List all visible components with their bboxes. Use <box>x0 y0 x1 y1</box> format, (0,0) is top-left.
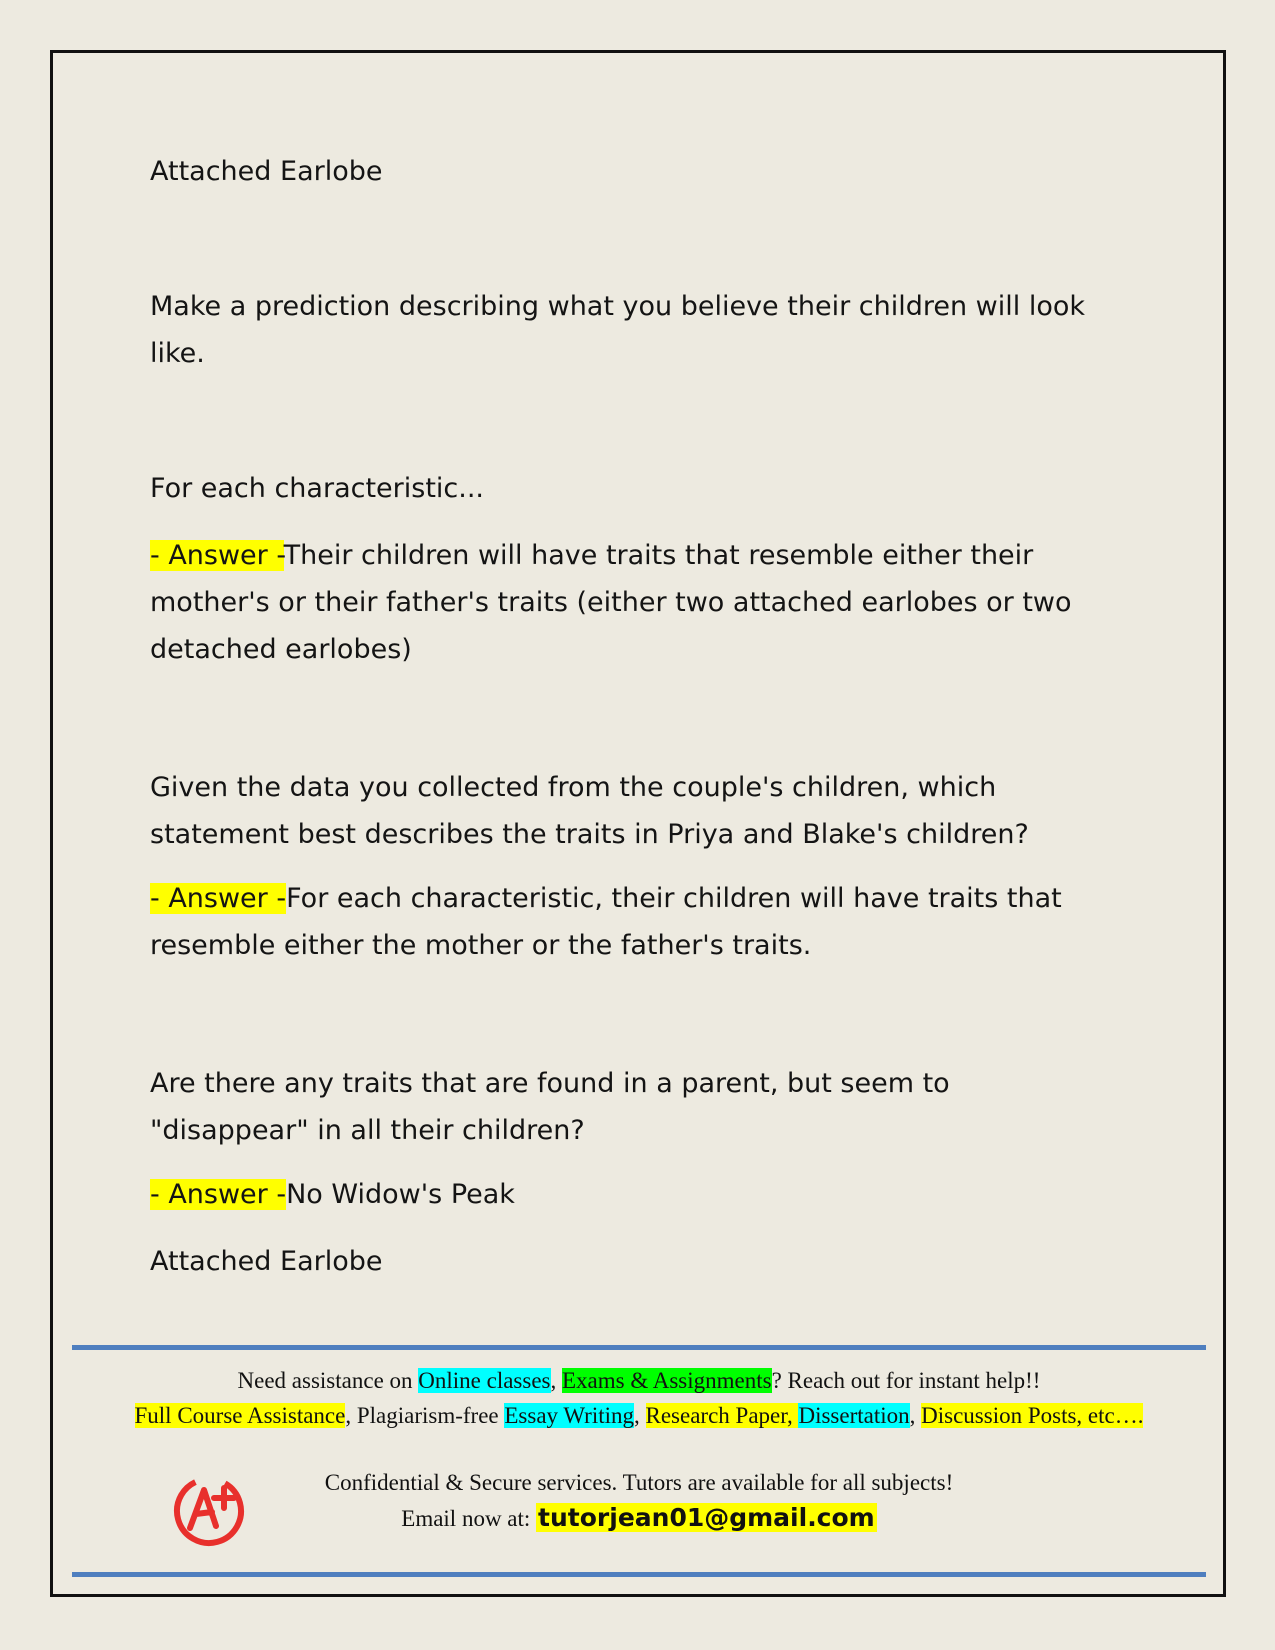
full-course-assistance: Full Course Assistance <box>134 1403 346 1428</box>
footer-line-2 <box>72 1401 1206 1431</box>
research-paper: Research Paper, <box>645 1403 799 1428</box>
answer-tag: - Answer - <box>150 1179 287 1210</box>
footer-text: ? Reach out for instant help!! <box>771 1368 1041 1393</box>
footer-text: , <box>909 1403 922 1428</box>
online-classes-link: Online classes <box>418 1368 551 1393</box>
exams-assignments-link: Exams & Assignments <box>562 1368 772 1393</box>
footer-bottom-rule <box>72 1572 1206 1577</box>
dissertation: Dissertation <box>798 1403 910 1428</box>
final-attached-earlobe: Attached Earlobe <box>150 1246 383 1277</box>
footer-text: , Plagiarism-free <box>345 1403 505 1428</box>
answer-1 <box>150 532 1110 673</box>
question-prediction: Make a prediction describing what you believe their children will look like. <box>150 291 1086 369</box>
answer-tag: - Answer - <box>150 883 287 914</box>
email-address[interactable]: tutorjean01@gmail.com <box>538 1503 875 1532</box>
question-prediction-sub: For each characteristic... <box>150 473 485 504</box>
essay-writing: Essay Writing <box>504 1403 634 1428</box>
footer-text: , <box>634 1403 646 1428</box>
answer-3 <box>150 1171 1110 1218</box>
heading-attached-earlobe: Attached Earlobe <box>150 156 383 187</box>
footer-line-1 <box>72 1366 1206 1396</box>
answer-text: Their children will have traits that resemble either their mother's or their father's traits (either two attached earlobes or two detached earlobes) <box>150 540 1072 665</box>
footer-text: Need assistance on <box>237 1368 419 1393</box>
question-disappear: Are there any traits that are found in a parent, but seem to "disappear" in all their children? <box>150 1068 950 1146</box>
discussion-posts: Discussion Posts, etc…. <box>921 1403 1144 1428</box>
email-label: Email now at: <box>401 1506 537 1531</box>
answer-text: For each characteristic, their children will have traits that resemble either the mother or the father's traits. <box>150 883 1062 961</box>
footer-top-rule <box>72 1345 1206 1350</box>
footer-text: , <box>550 1368 562 1393</box>
footer-line-4 <box>72 1503 1206 1534</box>
footer-line-3: Confidential & Secure services. Tutors are available for all subjects! <box>324 1470 954 1495</box>
question-data: Given the data you collected from the couple's children, which statement best describes the traits in Priya and Blake's children? <box>150 772 1029 850</box>
answer-2 <box>150 875 1110 969</box>
answer-tag: - Answer - <box>150 540 284 571</box>
answer-text: No Widow's Peak <box>286 1179 515 1210</box>
